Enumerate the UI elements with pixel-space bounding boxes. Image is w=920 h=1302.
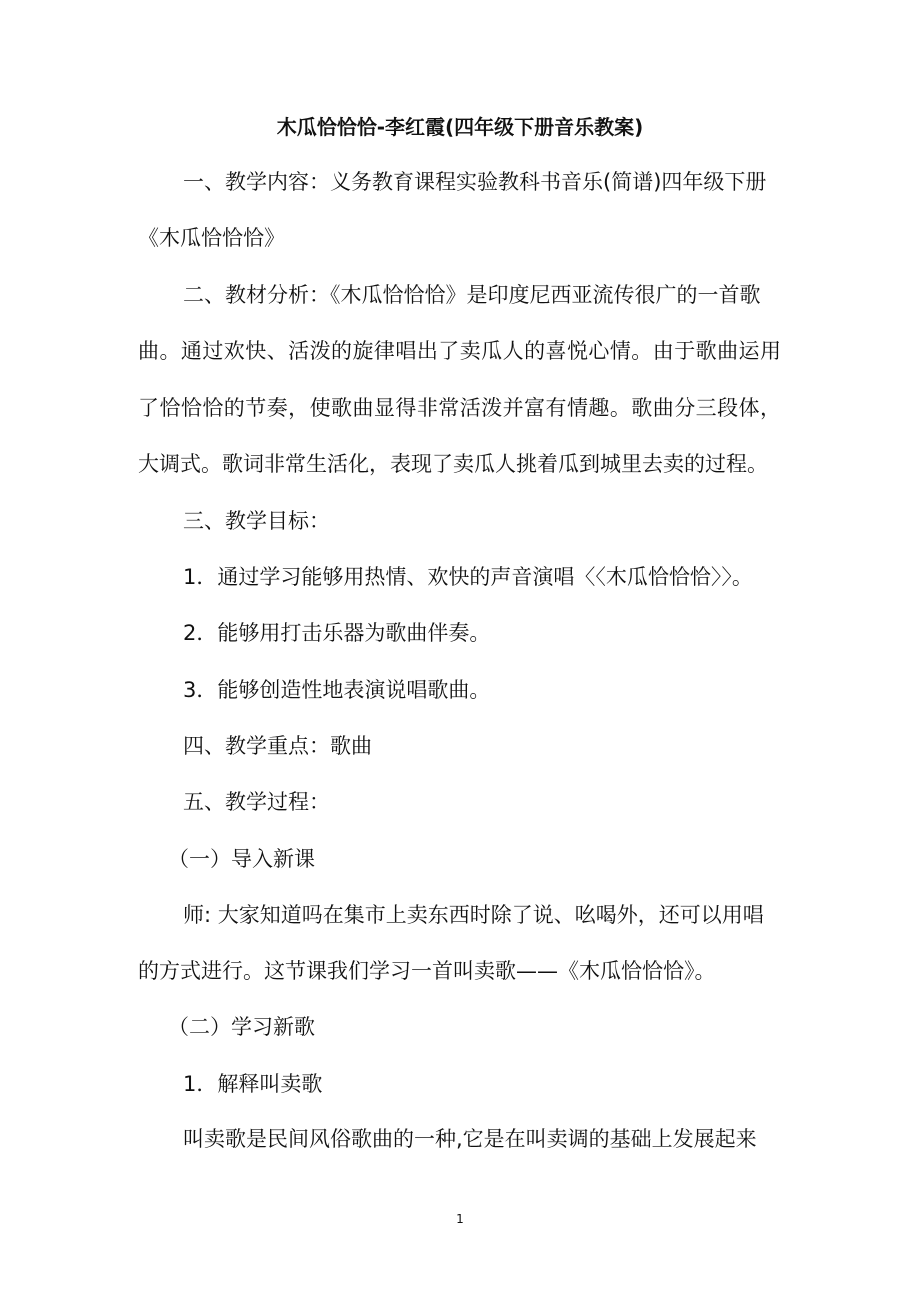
paragraph-line: 一、教学内容：义务教育课程实验教科书音乐(简谱)四年级下册 (183, 170, 767, 194)
paragraph-line: 了恰恰恰的节奏，使歌曲显得非常活泼并富有情趣。歌曲分三段体， (138, 396, 781, 420)
paragraph-line: 叫卖歌是民间风俗歌曲的一种,它是在叫卖调的基础上发展起来 (183, 1127, 757, 1151)
subsection-heading: （二）学习新歌 (168, 1015, 315, 1039)
paragraph-line: 的方式进行。这节课我们学习一首叫卖歌——《木瓜恰恰恰》。 (138, 959, 716, 983)
paragraph-line: 大调式。歌词非常生活化，表现了卖瓜人挑着瓜到城里去卖的过程。 (138, 452, 768, 476)
paragraph-line: 师: 大家知道吗在集市上卖东西时除了说、吆喝外，还可以用唱 (183, 903, 764, 927)
section-heading: 四、教学重点：歌曲 (183, 734, 372, 758)
list-item: 1．解释叫卖歌 (183, 1072, 323, 1096)
paragraph-line: 曲。通过欢快、活泼的旋律唱出了卖瓜人的喜悦心情。由于歌曲运用 (138, 339, 781, 363)
document-title: 木瓜恰恰恰-李红霞(四年级下册音乐教案) (276, 115, 644, 139)
subsection-heading: （一）导入新课 (168, 847, 315, 871)
section-heading: 五、教学过程： (183, 790, 330, 814)
list-item: 1．通过学习能够用热情、欢快的声音演唱〈〈木瓜恰恰恰〉〉。 (183, 565, 753, 589)
page-number: 1 (456, 1212, 464, 1226)
list-item: 2．能够用打击乐器为歌曲伴奏。 (183, 621, 491, 645)
paragraph-line: 《木瓜恰恰恰》 (138, 226, 285, 250)
section-heading: 三、教学目标： (183, 509, 330, 533)
list-item: 3．能够创造性地表演说唱歌曲。 (183, 678, 491, 702)
paragraph-line: 二、教材分析：《木瓜恰恰恰》是印度尼西亚流传很广的一首歌 (183, 283, 761, 307)
